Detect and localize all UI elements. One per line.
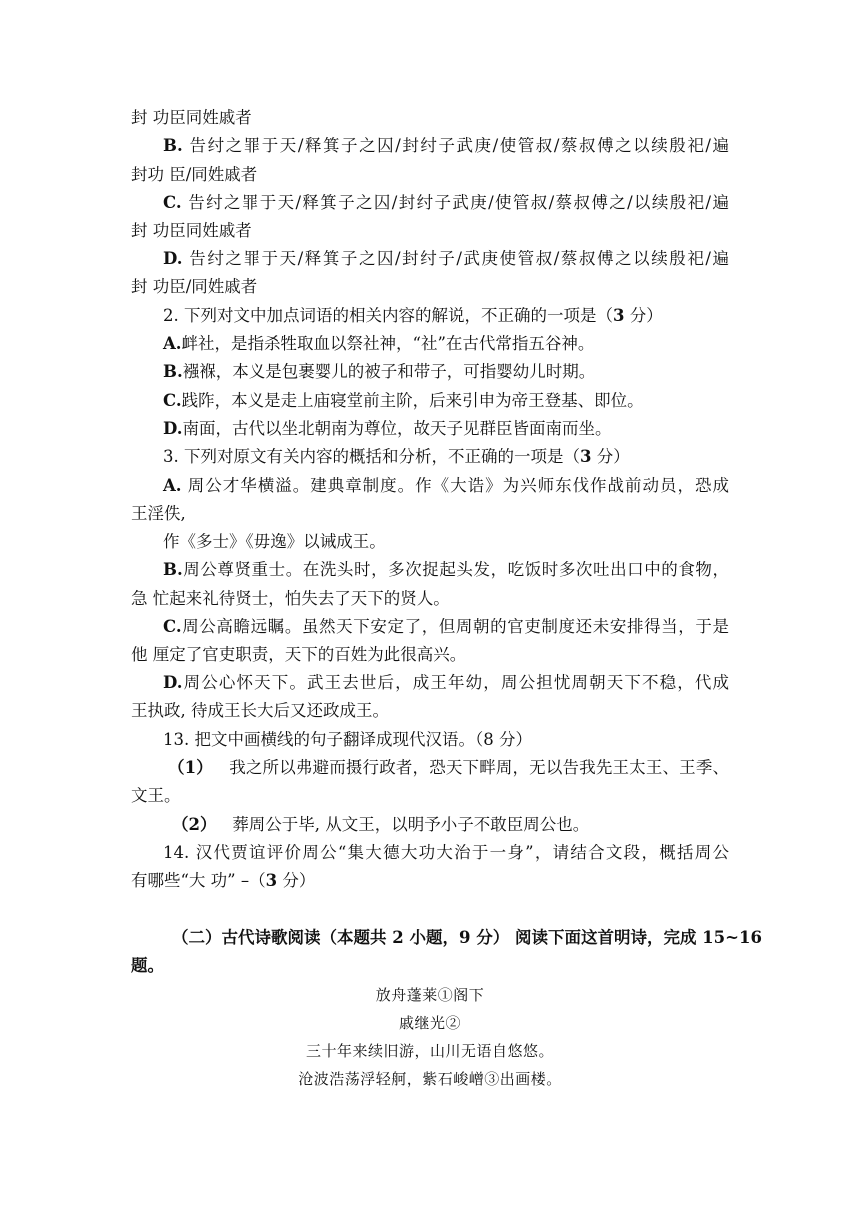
option-label: A.	[163, 476, 182, 495]
option-text: 告纣之罪于天/释箕子之囚/封纣子/武庚使管叔/蔡叔傅之以续殷祀/遍	[189, 249, 730, 268]
score-unit: 分）	[624, 306, 663, 325]
option-label: D.	[163, 249, 183, 268]
section-heading: （二）古代诗歌阅读（本题共 2 小题，9 分） 阅读下面这首明诗，完成 15~16	[172, 928, 762, 947]
q3-option-a-line3: 作《多士》《毋逸》以诫成王。	[163, 532, 386, 551]
q13-sentence-1-tail: 文王。	[131, 786, 181, 805]
q3-stem	[163, 446, 630, 468]
q3-option-a-line2: 王淫佚,	[131, 504, 186, 523]
option-label: B.	[163, 362, 183, 381]
option-text: 告纣之罪于天/释箕子之囚/封纣子武庚/使管叔/蔡叔傅之/以续殷祀/遍	[188, 193, 729, 212]
q2-stem	[163, 305, 663, 327]
q2-option-b	[163, 361, 595, 383]
q1-option-b-tail: 封功 臣/同姓戚者	[131, 165, 258, 184]
q1-option-d-tail: 封 功臣/同姓戚者	[131, 277, 258, 296]
q3-option-c	[163, 616, 729, 638]
q13-stem: 13. 把文中画横线的句子翻译成现代汉语。（8 分）	[163, 730, 532, 749]
option-label: D.	[163, 419, 183, 438]
q3-option-c-tail: 他 厘定了官吏职责，天下的百姓为此很高兴。	[131, 645, 467, 664]
option-text: 周公才华横溢。建典章制度。作《大诰》为兴师东伐作战前动员，恐成	[181, 476, 729, 495]
option-text: 南面，古代以坐北朝南为尊位，故天子见群臣皆面南而坐。	[182, 419, 612, 438]
option-label: C.	[163, 391, 182, 410]
q14-stem: 14. 汉代贾谊评价周公“集大德大功大治于一身”，请结合文段，概括周公	[163, 843, 729, 862]
q3-option-a	[163, 475, 729, 497]
option-label: C.	[163, 617, 182, 636]
q1-option-c-tail: 封 功臣同姓戚者	[131, 221, 252, 240]
option-label: B.	[163, 136, 183, 155]
q1-option-d	[163, 248, 729, 270]
q3-option-b-tail: 急 忙起来礼待贤士，怕失去了天下的贤人。	[131, 589, 450, 608]
option-text: 襁褓，本义是包裹婴儿的被子和带子，可指婴幼儿时期。	[182, 362, 596, 381]
option-text: 衅社，是指杀牲取血以祭社神，“社”在古代常指五谷神。	[181, 334, 595, 353]
option-text: 周公心怀天下。武王去世后，成王年幼，周公担忧周朝天下不稳，代成	[182, 673, 729, 692]
q2-option-d	[163, 418, 611, 440]
item-text: 我之所以弗避而摄行政者，恐天下畔周，无以告我先王太王、王季、	[229, 758, 729, 777]
score: 3	[613, 306, 625, 325]
option-text: 告纣之罪于天/释箕子之囚/封纣子武庚/使管叔/蔡叔傅之以续殷祀/遍	[189, 136, 730, 155]
option-label: B.	[163, 560, 183, 579]
q3-option-d	[163, 672, 729, 694]
section-heading-tail: 题。	[131, 956, 164, 975]
q3-option-b	[163, 559, 729, 581]
q2-option-c	[163, 390, 644, 412]
q13-sentence-1	[168, 757, 729, 779]
poem-title: 放舟蓬莱①阁下	[375, 986, 485, 1004]
option-text: 周公尊贤重士。在洗头时，多次捉起头发，吃饭时多次吐出口中的食物，	[182, 560, 729, 579]
score: 3	[580, 447, 592, 466]
score-unit: 分）	[277, 871, 316, 890]
q1-option-a-tail: 封 功臣同姓戚者	[131, 108, 252, 127]
option-text: 周公高瞻远瞩。虽然天下安定了，但周朝的官吏制度还未安排得当，于是	[181, 617, 729, 636]
stem-text: 有哪些“大 功” –（	[131, 871, 266, 890]
q1-option-b	[163, 135, 729, 157]
q3-option-d-tail: 王执政, 待成王长大后又还政成王。	[131, 701, 389, 720]
poem-author: 戚继光②	[398, 1014, 461, 1032]
q14-stem-tail	[131, 870, 315, 892]
option-label: A.	[163, 334, 182, 353]
option-label: D.	[163, 673, 183, 692]
q2-option-a	[163, 333, 594, 355]
q13-sentence-2	[172, 814, 589, 836]
question-stem: 3. 下列对原文有关内容的概括和分析，不正确的一项是（	[163, 447, 580, 466]
item-label: （1）	[168, 758, 213, 777]
score-unit: 分）	[591, 447, 630, 466]
option-label: C.	[163, 193, 182, 212]
score: 3	[265, 871, 278, 890]
option-text: 践阼，本义是走上庙寝堂前主阶，后来引申为帝王登基、即位。	[181, 391, 644, 410]
question-stem: 2. 下列对文中加点词语的相关内容的解说，不正确的一项是（	[163, 306, 613, 325]
q1-option-c	[163, 192, 729, 214]
poem-line-1: 三十年来续旧游，山川无语自悠悠。	[305, 1042, 554, 1060]
item-label: （2）	[172, 815, 217, 834]
item-text: 葬周公于毕, 从文王，以明予小子不敢臣周公也。	[232, 815, 590, 834]
poem-line-2: 沧波浩荡浮轻舸，紫石峻嶒③出画楼。	[298, 1070, 562, 1088]
